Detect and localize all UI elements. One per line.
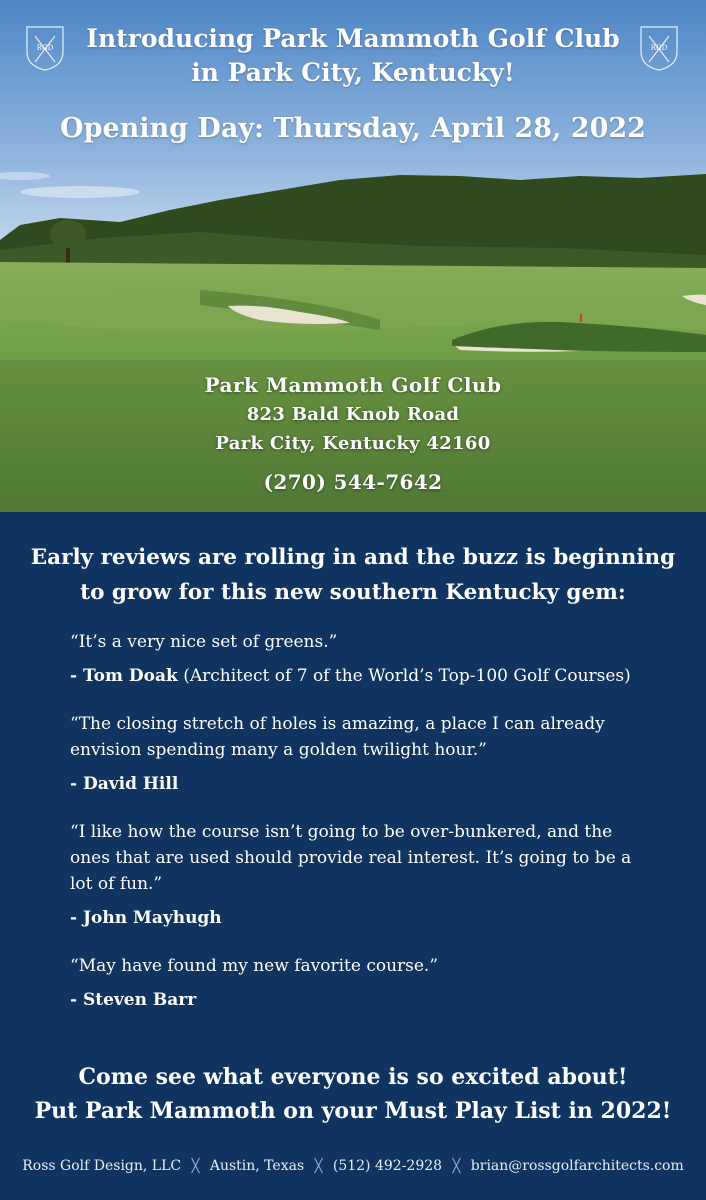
review-quote: “It’s a very nice set of greens.” <box>70 632 338 652</box>
review-author <box>70 771 640 797</box>
review-quote: “May have found my new favorite course.” <box>70 956 439 976</box>
review-author <box>70 663 640 689</box>
footer-company: Ross Golf Design, LLC <box>22 1158 182 1174</box>
cta-line-1: Come see what everyone is so excited about! <box>78 1064 628 1090</box>
club-street: 823 Bald Knob Road <box>246 404 460 425</box>
author-name: - John Mayhugh <box>70 908 222 928</box>
author-name: - David Hill <box>70 774 179 794</box>
club-phone: (270) 544-7642 <box>263 470 443 494</box>
crossed-clubs-icon: ╳ <box>452 1159 461 1174</box>
club-name: Park Mammoth Golf Club <box>204 373 502 397</box>
call-to-action <box>20 1060 686 1128</box>
club-address <box>0 370 706 494</box>
review-item <box>70 629 640 689</box>
review-item <box>70 819 640 931</box>
headline-line-2: in Park City, Kentucky! <box>191 58 515 87</box>
review-quote: “I like how the course isn’t going to be over-bunkered, and the ones that are used should provide real interest. It’s going to be a lot of fun.” <box>70 822 632 894</box>
crossed-clubs-icon: ╳ <box>314 1159 323 1174</box>
svg-text:RGD: RGD <box>36 44 54 52</box>
crossed-clubs-icon: ╳ <box>191 1159 200 1174</box>
review-list <box>70 629 640 1013</box>
hero-photo <box>0 0 706 512</box>
review-quote: “The closing stretch of holes is amazing, a place I can already envision spending many a golden twilight hour.” <box>70 714 605 760</box>
review-item <box>70 953 640 1013</box>
footer-email[interactable]: brian@rossgolfarchitects.com <box>470 1158 684 1174</box>
review-author <box>70 905 640 931</box>
svg-text:RGD: RGD <box>650 44 668 52</box>
cta-line-2: Put Park Mammoth on your Must Play List in 2022! <box>34 1098 672 1124</box>
opening-day: Opening Day: Thursday, April 28, 2022 <box>60 113 646 144</box>
headline-line-1: Introducing Park Mammoth Golf Club <box>86 24 620 53</box>
footer-location: Austin, Texas <box>209 1158 305 1174</box>
reviews-intro <box>20 540 686 610</box>
club-city: Park City, Kentucky 42160 <box>215 433 491 454</box>
intro-line-2: to grow for this new southern Kentucky gem: <box>80 580 626 605</box>
footer-phone: (512) 492-2928 <box>332 1158 443 1174</box>
author-name: - Tom Doak <box>70 666 178 686</box>
reviews-section <box>0 512 706 1200</box>
review-author <box>70 987 640 1013</box>
footer <box>0 1158 706 1174</box>
intro-line-1: Early reviews are rolling in and the buzz is beginning <box>30 545 676 570</box>
author-description: (Architect of 7 of the World’s Top-100 Golf Courses) <box>177 666 631 686</box>
author-name: - Steven Barr <box>70 990 197 1010</box>
review-item <box>70 711 640 797</box>
headline <box>0 22 706 90</box>
